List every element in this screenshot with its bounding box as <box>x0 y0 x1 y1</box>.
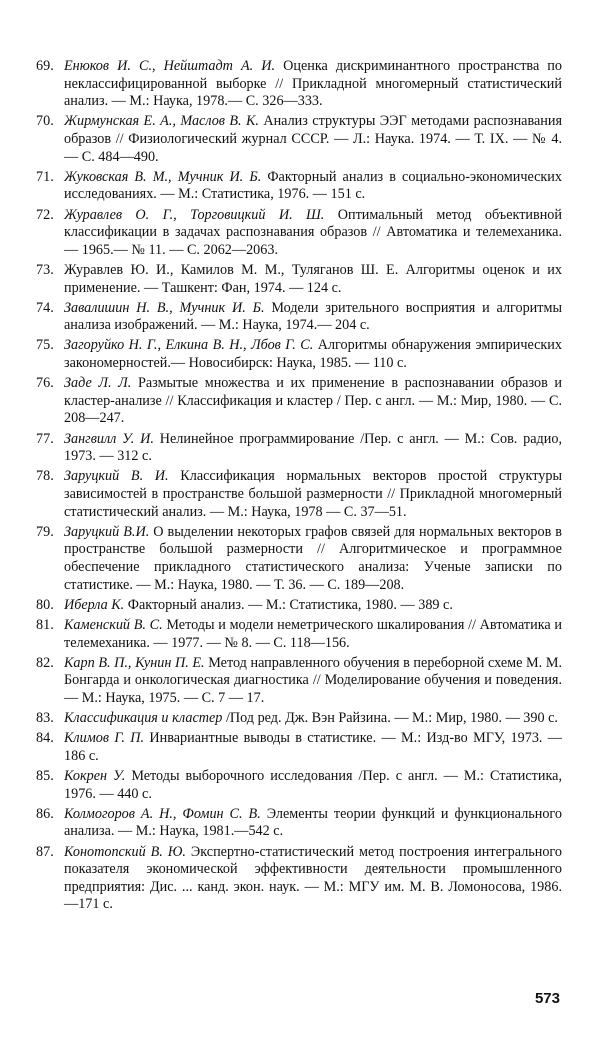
reference-number: 76. <box>36 375 54 392</box>
reference-entry <box>36 468 562 521</box>
reference-number: 85. <box>36 768 54 785</box>
reference-text: Методы и модели неметрического шкалирования // Автоматика и телемеханика. — 1977. — № 8. — С. 118—156. <box>64 616 562 651</box>
reference-entry <box>36 375 562 428</box>
reference-text: Алгоритмы обнаружения эмпирических закономерностей.— Новосибирск: Наука, 1985. — 110 с. <box>64 337 562 372</box>
reference-text: Методы выборочного исследования /Пер. с англ. — М.: Статистика, 1976. — 440 с. <box>64 768 562 802</box>
reference-entry <box>36 431 562 466</box>
reference-authors: Заде Л. Л. <box>64 375 132 392</box>
reference-text: Экспертно-статистический метод построения интегрального показателя экономической эффективности деятельности промышленного предприятия: Дис. ... канд. экон. наук. — М.: МГУ им. М. В. Ломоносова, 1986. —171 с. <box>64 843 562 913</box>
reference-text: О выделении некоторых графов связей для нормальных векторов в пространстве большой размерности // Алгоритмическое и программное обеспечение прикладного статистического анализа: Ученые записки по статистике. — М.: Наука, 1980. — Т. 36. — С. 189—208. <box>64 523 562 593</box>
reference-text: /Под ред. Дж. Вэн Райзина. — М.: Мир, 1980. — 390 с. <box>222 710 558 727</box>
reference-authors: Классификация и кластер <box>64 710 223 727</box>
reference-entry <box>36 617 562 652</box>
reference-number: 83. <box>36 710 54 727</box>
reference-number: 77. <box>36 430 54 447</box>
reference-text: Модели зрительного восприятия и алгоритмы анализа изображений. — М.: Наука, 1974.— 204 с. <box>64 299 562 334</box>
reference-number: 84. <box>36 730 54 747</box>
reference-authors: Журавлев О. Г., Торговицкий И. Ш. <box>64 206 325 223</box>
reference-text: Анализ структуры ЭЭГ методами распознавания образов // Физиологический журнал СССР. — Л.: Наука. 1974. — Т. IX. — № 4. — С. 484—490. <box>64 113 562 165</box>
reference-authors: Завалишин Н. В., Мучник И. Б. <box>64 299 265 316</box>
reference-text: Метод направленного обучения в переборной схеме М. М. Бонгарда и онкологическая диагностика // Моделирование обучения и поведения.— М.: Наука, 1975. — С. 7 — 17. <box>64 654 562 706</box>
reference-authors: Карп В. П., Кунин П. Е. <box>64 654 205 671</box>
reference-authors: Енюков И. С., Нейштадт А. И. <box>64 58 276 74</box>
reference-number: 72. <box>36 206 54 223</box>
reference-text: Размытые множества и их применение в распознавании образов и кластер-анализе // Классификация и кластер / Пер. с англ. — М.: Мир, 1980. — С. 208—247. <box>64 375 563 427</box>
reference-authors: Каменский В. С. <box>64 616 163 633</box>
reference-text: Оптимальный метод объективной классификации в задачах распознавания образов // Автоматика и телемеханика. — 1965.— № 11. — С. 2062—2063. <box>64 206 562 258</box>
reference-entry <box>36 768 562 803</box>
reference-authors: Колмогоров А. Н., Фомин С. В. <box>64 805 261 822</box>
reference-entry <box>36 730 562 765</box>
reference-authors: Заруцкий В.И. <box>64 523 150 540</box>
reference-text: Факторный анализ в социально-экономических исследованиях. — М.: Статистика, 1976. — 151 с. <box>64 168 562 203</box>
reference-entry <box>36 597 562 615</box>
reference-number: 82. <box>36 654 54 671</box>
reference-number: 73. <box>36 261 54 278</box>
reference-number: 87. <box>36 843 54 860</box>
reference-entry <box>36 524 562 594</box>
reference-authors: Зангвилл У. И. <box>64 430 154 447</box>
reference-text: Классификация нормальных векторов простой структуры зависимостей в пространстве большой размерности // Прикладной многомерный статистический анализ. — М.: Наука, 1978 — С. 37—51. <box>64 468 562 520</box>
reference-entry <box>36 207 562 260</box>
reference-authors: Загоруйко Н. Г., Елкина В. Н., Лбов Г. С. <box>64 337 314 354</box>
reference-text: Инвариантные выводы в статистике. — М.: Изд-во МГУ, 1973. — 186 с. <box>64 730 562 764</box>
reference-text: Элементы теории функций и функционального анализа. — М.: Наука, 1981.—542 с. <box>64 805 562 840</box>
reference-entry <box>36 113 562 166</box>
reference-number: 74. <box>36 299 54 316</box>
reference-number: 79. <box>36 523 54 540</box>
page-number: 573 <box>534 990 560 1007</box>
reference-number: 80. <box>36 596 54 613</box>
reference-entry <box>36 169 562 204</box>
reference-number: 78. <box>36 468 54 485</box>
reference-number: 70. <box>36 113 54 130</box>
reference-entry <box>36 844 562 914</box>
reference-number: 81. <box>36 616 54 633</box>
reference-authors: Иберла К. <box>64 596 125 613</box>
reference-authors: Конотопский В. Ю. <box>64 843 186 860</box>
reference-list <box>36 58 562 917</box>
reference-authors: Жирмунская Е. А., Маслов В. К. <box>64 113 259 130</box>
reference-number: 69. <box>36 58 54 74</box>
reference-entry <box>36 262 562 297</box>
reference-entry <box>36 300 562 335</box>
reference-authors: Заруцкий В. И. <box>64 468 169 485</box>
reference-number: 75. <box>36 337 54 354</box>
reference-text: Нелинейное программирование /Пер. с англ. — М.: Сов. радио, 1973. — 312 с. <box>64 430 563 465</box>
reference-text: Журавлев Ю. И., Камилов М. М., Туляганов Ш. Е. Алгоритмы оценок и их применение. — Ташкент: Фан, 1974. — 124 с. <box>64 261 562 296</box>
reference-text: Факторный анализ. — М.: Статистика, 1980. — 389 с. <box>124 596 453 613</box>
reference-authors: Жуковская В. М., Мучник И. Б. <box>64 168 262 185</box>
reference-authors: Климов Г. П. <box>64 730 145 747</box>
reference-entry <box>36 806 562 841</box>
reference-number: 86. <box>36 805 54 822</box>
reference-entry <box>36 58 562 111</box>
reference-entry <box>36 710 562 728</box>
reference-entry <box>36 337 562 372</box>
reference-entry <box>36 655 562 708</box>
reference-authors: Кокрен У. <box>64 768 126 785</box>
reference-number: 71. <box>36 168 54 185</box>
reference-text: Оценка дискриминантного пространства по неклассифицированной выборке // Прикладной многомерный статистический анализ. — М.: Наука, 1978.— С. 326—333. <box>64 58 562 110</box>
